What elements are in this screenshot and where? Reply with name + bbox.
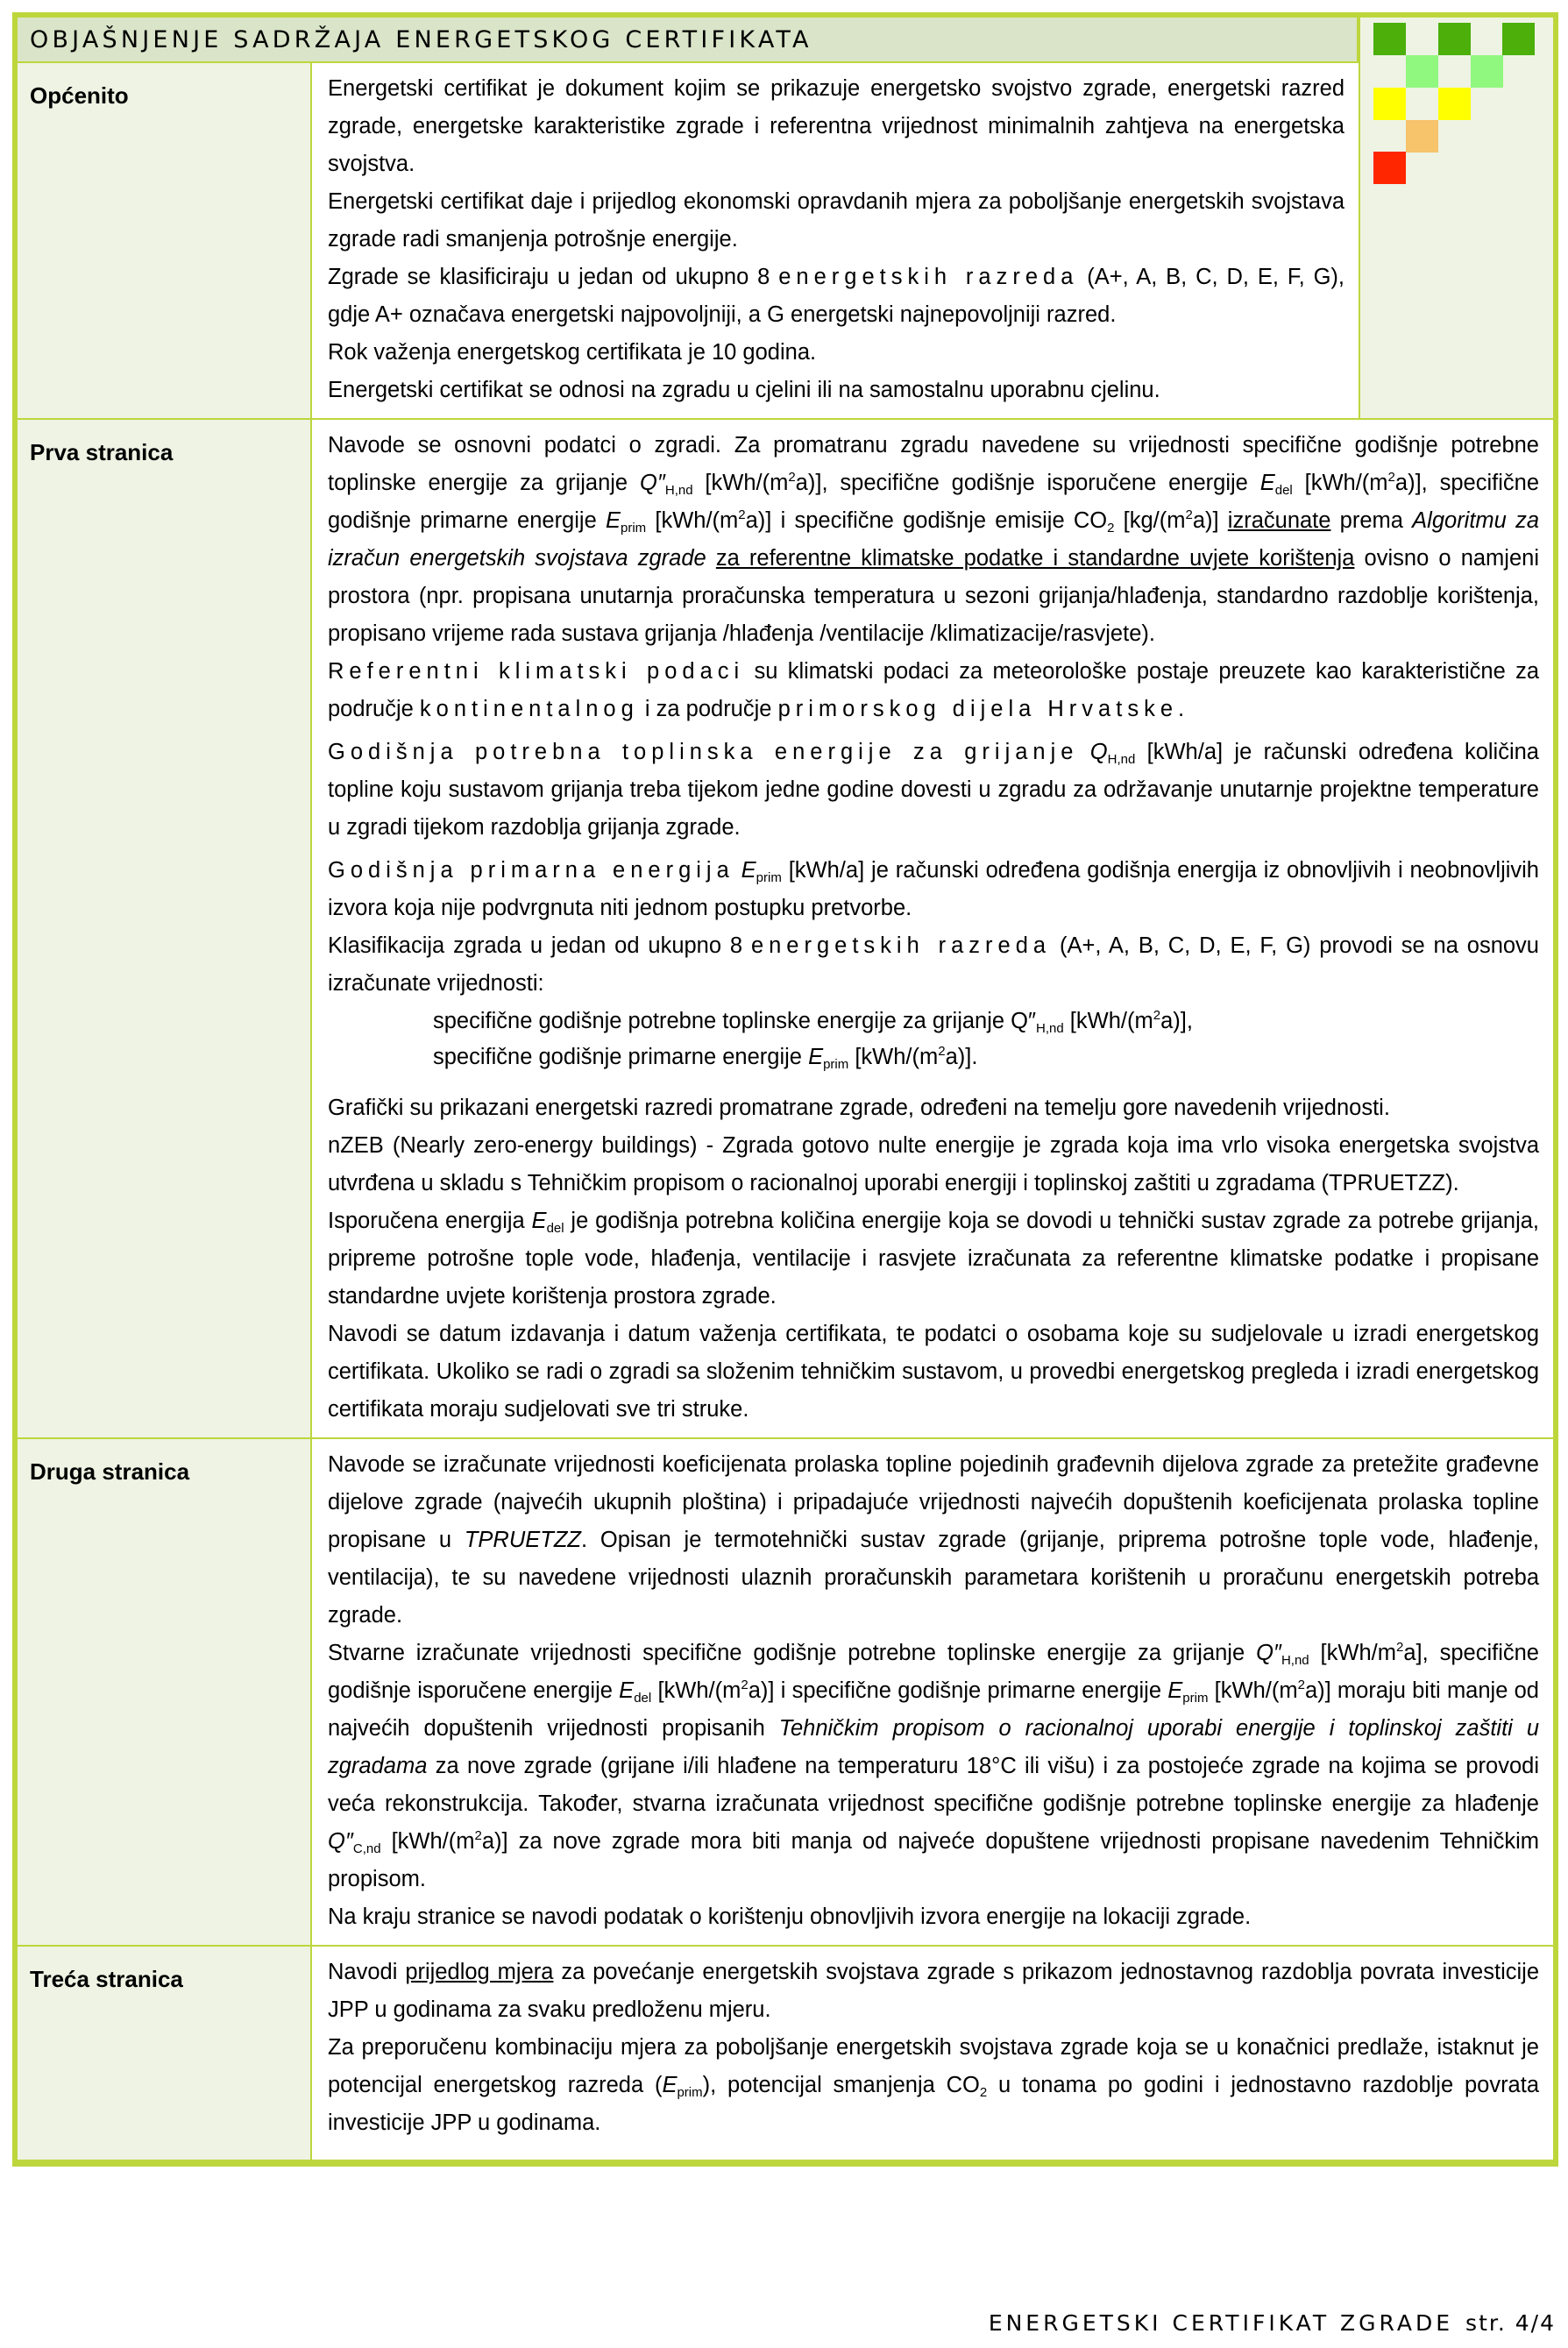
paragraph: Navode se izračunate vrijednosti koeficijenata prolaska topline pojedinih građevnih dijelova zgrade za pretežite građevne dijelove zgrade (najvećih ukupnih ploština) i pripadajuće vrijednosti najvećih dopuštenih koeficijenata prolaska topline propisane u TPRUETZZ. Opisan je termotehnički sustav zgrade (grijanje, priprema potrošne tople vode, hlađenje, ventilacija), te su navedene vrijednosti ulaznih proračunskih parametara korištenih u proračunu energetskih potreba zgrade. — [328, 1452, 1539, 1628]
logo-square-yellow — [1438, 88, 1471, 120]
row-prva-stranica — [18, 418, 1553, 1437]
paragraph: Isporučena energija $E_{del}$ je godišnja potrebna količina energije koja se dovodi u tehnički sustav zgrade za potrebe grijanja, pripreme potrošne tople vode, hlađenja, ventilacije i rasvjete izračunata za referentne klimatske podatke i propisane standardne uvjete korištenja prostora zgrade. — [328, 1209, 1539, 1309]
row-text-druga — [312, 1439, 1553, 1945]
row-text-opcenito — [312, 63, 1359, 418]
logo-square-dark-green — [1373, 23, 1406, 55]
paragraph: Energetski certifikat daje i prijedlog ekonomski opravdanih mjera za poboljšanje energetskih svojstava zgrade radi smanjenja potrošnje energije. — [328, 189, 1345, 252]
logo-square-orange — [1406, 120, 1438, 153]
certificate-explanation-table — [12, 12, 1558, 2167]
paragraph: Navode se osnovni podatci o zgradi. Za promatranu zgradu navedene su vrijednosti specifične godišnje potrebne toplinske energije za grijanje $Q''_{H,nd}$ $[kWh/(m^2a)]$, specifične godišnje isporučene energije $E_{del}$ $[kWh/(m^2a)]$, specifične godišnje primarne energije $E_{prim}$ $[kWh/(m^2a)]$ i specifične godišnje emisije $CO_2$ $[kg/(m^2a)]$ izračunate prema Algoritmu za izračun energetskih svojstava zgrade za referentne klimatske podatke i standardne uvjete korištenja ovisno o namjeni prostora (npr. propisana unutarnja proračunska temperatura u sezoni grijanja/hlađenja, standardno razdoblje korištenja, propisano vrijeme rada sustava grijanja /hlađenja /ventilacije /klimatizacije/rasvjete). — [328, 433, 1539, 646]
row-label-treca: Treća stranica — [18, 1947, 312, 2160]
footer-title: ENERGETSKI CERTIFIKAT ZGRADE — [988, 2310, 1454, 2336]
logo-square-dark-green — [1438, 23, 1471, 55]
paragraph: Stvarne izračunate vrijednosti specifične godišnje potrebne toplinske energije za grijanje $Q''_{H,nd}$ $[kWh/m^2a]$, specifične godišnje isporučene energije $E_{del}$ $[kWh/(m^2a)]$ i specifične godišnje primarne energije $E_{prim}$ $[kWh/(m^2a)]$ moraju biti manje od najvećih dopuštenih vrijednosti propisanih Tehničkim propisom o racionalnoj uporabi energije i toplinskoj zaštiti u zgradama za nove zgrade (grijane i/ili hlađene na temperaturu 18°C ili višu) i za postojeće zgrade na kojima se provodi veća rekonstrukcija. Također, stvarna izračunata vrijednost specifične godišnje potrebne toplinske energije za hlađenje $Q''_{C,nd}$ $[kWh/(m^2a)]$ za nove zgrade mora biti manja od najveće dopuštene vrijednosti propisane navedenim Tehničkim propisom. — [328, 1640, 1540, 1891]
row-label-prva: Prva stranica — [18, 420, 312, 1437]
row-treca-stranica — [18, 1945, 1553, 2160]
table-header — [18, 18, 1359, 63]
logo-square-red — [1373, 152, 1406, 184]
row-label-druga: Druga stranica — [18, 1439, 312, 1945]
paragraph: Grafički su prikazani energetski razredi promatrane zgrade, određeni na temelju gore navedenih vrijednosti. — [328, 1096, 1390, 1120]
paragraph: Za preporučenu kombinaciju mjera za poboljšanje energetskih svojstava zgrade koja se u konačnici predlaže, istaknut je potencijal energetskog razreda $(E_{prim})$, potencijal smanjenja $CO_2$ u tonama po godini i jednostavno razdoblje povrata investicije JPP u godinama. — [328, 2035, 1540, 2135]
paragraph: nZEB (Nearly zero-energy buildings) - Zgrada gotovo nulte energije je zgrada koja ima vrlo visoka energetska svojstva utvrđena u skladu s Tehničkim propisom o racionalnoj uporabi energiji i toplinskoj zaštiti u zgradama (TPRUETZZ). — [328, 1133, 1539, 1195]
page-footer — [989, 2310, 1556, 2336]
paragraph: Godišnja potrebna toplinska energije za grijanje $Q_{H,nd}$ [kWh/a] je računski određena količina topline koju sustavom grijanja treba tijekom jedne godine dovesti u zgradu za održavanje unutarnje projektne temperature u zgradi tijekom razdoblja grijanja zgrade. — [328, 740, 1539, 840]
link-referentne-podatke[interactable]: za referentne klimatske podatke i standardne uvjete korištenja — [715, 546, 1355, 571]
paragraph: Energetski certifikat je dokument kojim se prikazuje energetsko svojstvo zgrade, energetski razred zgrade, energetske karakteristike zgrade i referentna vrijednost minimalnih zahtjeva na energetska svojstva. — [328, 76, 1345, 176]
paragraph: Na kraju stranice se navodi podatak o korištenju obnovljivih izvora energije na lokaciji zgrade. — [328, 1905, 1252, 1929]
link-prijedlog-mjera[interactable]: prijedlog mjera — [405, 1960, 554, 1984]
logo-square-light-green — [1471, 55, 1503, 88]
list-item: specifične godišnje primarne energije $E_{prim}$ $[kWh/(m^2a)]$. — [433, 1044, 978, 1072]
row-text-prva — [312, 420, 1553, 1437]
paragraph: Klasifikacija zgrada u jedan od ukupno 8 energetskih razreda (A+, A, B, C, D, E, F, G) provodi se na osnovu izračunate vrijednosti: — [328, 933, 1539, 996]
list-item: specifične godišnje potrebne toplinske energije za grijanje $Q''_{H,nd}$ $[kWh/(m^2a)]$, — [433, 1008, 1193, 1036]
energy-class-logo-panel — [1359, 18, 1553, 418]
row-druga-stranica — [18, 1437, 1553, 1945]
paragraph: Energetski certifikat se odnosi na zgradu u cjelini ili na samostalnu uporabnu cjelinu. — [328, 378, 1160, 402]
page-title: OBJAŠNJENJE SADRŽAJA ENERGETSKOG CERTIFIKATA — [18, 18, 1359, 63]
row-opcenito — [18, 63, 1359, 418]
paragraph: Rok važenja energetskog certifikata je 10 godina. — [328, 340, 817, 365]
row-label-opcenito: Općenito — [18, 63, 312, 418]
paragraph: Zgrade se klasificiraju u jedan od ukupno 8 energetskih razreda (A+, A, B, C, D, E, F, G), gdje A+ označava energetski najpovoljniji, a G energetski najnepovoljniji razred. — [328, 265, 1345, 327]
header-and-general-block — [18, 18, 1553, 418]
logo-square-light-green — [1406, 55, 1438, 88]
paragraph: Navodi se datum izdavanja i datum važenja certifikata, te podatci o osobama koje su sudjelovale u izradi energetskog certifikata. Ukoliko se radi o zgradi sa složenim tehničkim sustavom, u provedbi energetskog pregleda i izradi energetskog certifikata moraju sudjelovati sve tri struke. — [328, 1322, 1539, 1422]
paragraph: Godišnja primarna energija $E_{prim}$ [kWh/a] je računski određena godišnja energija iz obnovljivih i neobnovljivih izvora koja nije podvrgnuta niti jednom postupku pretvorbe. — [328, 858, 1539, 920]
paragraph: Referentni klimatski podaci su klimatski podaci za meteorološke postaje preuzete kao karakteristične za područje kontinentalnog i za područje primorskog dijela Hrvatske. — [328, 659, 1539, 721]
row-text-treca — [312, 1947, 1553, 2160]
link-izracunate[interactable]: izračunate — [1227, 508, 1331, 533]
page-number: str. 4/4 — [1465, 2310, 1556, 2336]
paragraph: Navodi prijedlog mjera za povećanje energetskih svojstava zgrade s prikazom jednostavnog razdoblja povrata investicije JPP u godinama za svaku predloženu mjeru. — [328, 1960, 1540, 2022]
logo-square-dark-green — [1502, 23, 1535, 55]
logo-square-yellow — [1373, 88, 1406, 120]
